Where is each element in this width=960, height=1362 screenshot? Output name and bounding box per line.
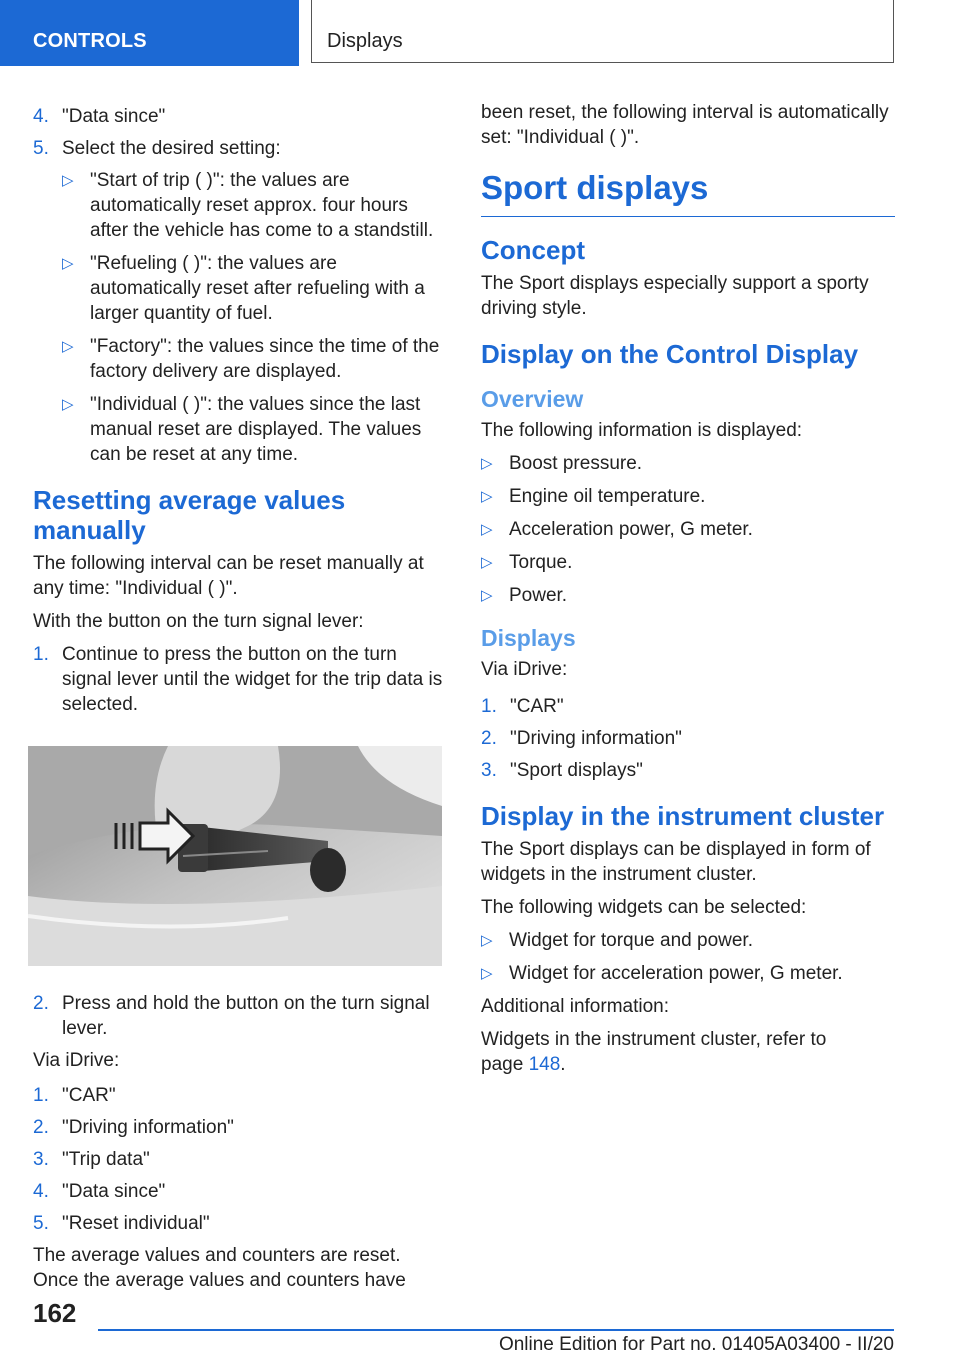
heading-displays: Displays bbox=[481, 625, 576, 651]
heading-reset: Resetting average values manually bbox=[33, 485, 346, 545]
paragraph: With the button on the turn signal lever: bbox=[33, 611, 364, 632]
heading-concept: Concept bbox=[481, 235, 585, 265]
paragraph: The average values and counters are reset. Once the average values and counters have bbox=[33, 1245, 406, 1291]
list-item: ▷ Widget for acceleration power, G meter. bbox=[481, 963, 843, 984]
option-item: ▷ "Start of trip ( )": the values are automatically reset approx. four hours after the vehicle has come to a standstill. bbox=[62, 170, 434, 241]
section-label: CONTROLS bbox=[33, 30, 147, 52]
footer-divider bbox=[98, 1329, 894, 1331]
paragraph: Widgets in the instrument cluster, refer to page 148. bbox=[481, 1029, 827, 1075]
list-item: ▷ Torque. bbox=[481, 552, 573, 573]
triangle-bullet-icon: ▷ bbox=[481, 455, 493, 472]
footer-text: Online Edition for Part no. 01405A03400 - II/20 bbox=[498, 1334, 894, 1355]
numbered-step: 3. "Trip data" bbox=[33, 1149, 150, 1170]
right-column bbox=[481, 100, 895, 1085]
triangle-bullet-icon: ▷ bbox=[481, 488, 493, 505]
paragraph: Via iDrive: bbox=[481, 659, 568, 680]
triangle-bullet-icon: ▷ bbox=[481, 965, 493, 982]
numbered-step: 2. "Driving information" bbox=[481, 728, 682, 749]
paragraph: The following information is displayed: bbox=[481, 420, 803, 441]
paragraph: The Sport displays especially support a sporty driving style. bbox=[481, 273, 869, 319]
paragraph: Via iDrive: bbox=[33, 1050, 120, 1071]
section-tab[interactable] bbox=[0, 0, 299, 66]
numbered-step: 4. "Data since" bbox=[33, 1181, 166, 1202]
paragraph: Additional information: bbox=[481, 996, 669, 1017]
heading-control-display: Display on the Control Display bbox=[481, 339, 859, 369]
list-item: ▷ Engine oil temperature. bbox=[481, 486, 706, 507]
option-item: ▷ "Refueling ( )": the values are automatically reset after refueling with a larger quantity of fuel. bbox=[62, 253, 425, 324]
numbered-step: 2. Press and hold the button on the turn signal lever. bbox=[33, 993, 430, 1039]
paragraph: The Sport displays can be displayed in form of widgets in the instrument cluster. bbox=[481, 839, 871, 885]
list-item: ▷ Boost pressure. bbox=[481, 453, 643, 474]
chapter-tab bbox=[311, 0, 894, 63]
list-item: ▷ Widget for torque and power. bbox=[481, 930, 753, 951]
option-item: ▷ "Factory": the values since the time of the factory delivery are displayed. bbox=[62, 336, 440, 382]
paragraph: The following widgets can be selected: bbox=[481, 897, 807, 918]
numbered-step: 4. "Data since" bbox=[33, 106, 166, 127]
triangle-bullet-icon: ▷ bbox=[481, 554, 493, 571]
list-item: ▷ Acceleration power, G meter. bbox=[481, 519, 753, 540]
page-header bbox=[0, 0, 960, 66]
heading-instrument-cluster: Display in the instrument cluster bbox=[481, 801, 885, 831]
heading-sport-displays: Sport displays bbox=[481, 168, 895, 217]
chapter-label: Displays bbox=[327, 30, 403, 52]
numbered-step: 1. "CAR" bbox=[33, 1085, 116, 1106]
heading-overview: Overview bbox=[481, 386, 584, 412]
turn-signal-lever-illustration bbox=[28, 746, 442, 966]
numbered-step: 1. "CAR" bbox=[481, 696, 564, 717]
paragraph: been reset, the following interval is automatically set: "Individual ( )". bbox=[481, 102, 889, 148]
option-item: ▷ "Individual ( )": the values since the last manual reset are displayed. The values can be reset at any time. bbox=[62, 394, 422, 465]
paragraph: The following interval can be reset manually at any time: "Individual ( )". bbox=[33, 553, 424, 599]
left-column bbox=[33, 100, 445, 1301]
triangle-bullet-icon: ▷ bbox=[481, 587, 493, 604]
triangle-bullet-icon: ▷ bbox=[62, 172, 74, 189]
numbered-step: 5. Select the desired setting: bbox=[33, 138, 281, 159]
triangle-bullet-icon: ▷ bbox=[62, 338, 74, 355]
triangle-bullet-icon: ▷ bbox=[62, 396, 74, 413]
triangle-bullet-icon: ▷ bbox=[481, 521, 493, 538]
numbered-step: 3. "Sport displays" bbox=[481, 760, 643, 781]
numbered-step: 2. "Driving information" bbox=[33, 1117, 234, 1138]
page-link[interactable]: 148 bbox=[528, 1054, 561, 1075]
list-item: ▷ Power. bbox=[481, 585, 568, 606]
triangle-bullet-icon: ▷ bbox=[481, 932, 493, 949]
triangle-bullet-icon: ▷ bbox=[62, 255, 74, 272]
numbered-step: 5. "Reset individual" bbox=[33, 1213, 210, 1234]
numbered-step: 1. Continue to press the button on the turn signal lever until the widget for the trip data is selected. bbox=[33, 644, 443, 715]
page-number: 162 bbox=[33, 1298, 77, 1328]
